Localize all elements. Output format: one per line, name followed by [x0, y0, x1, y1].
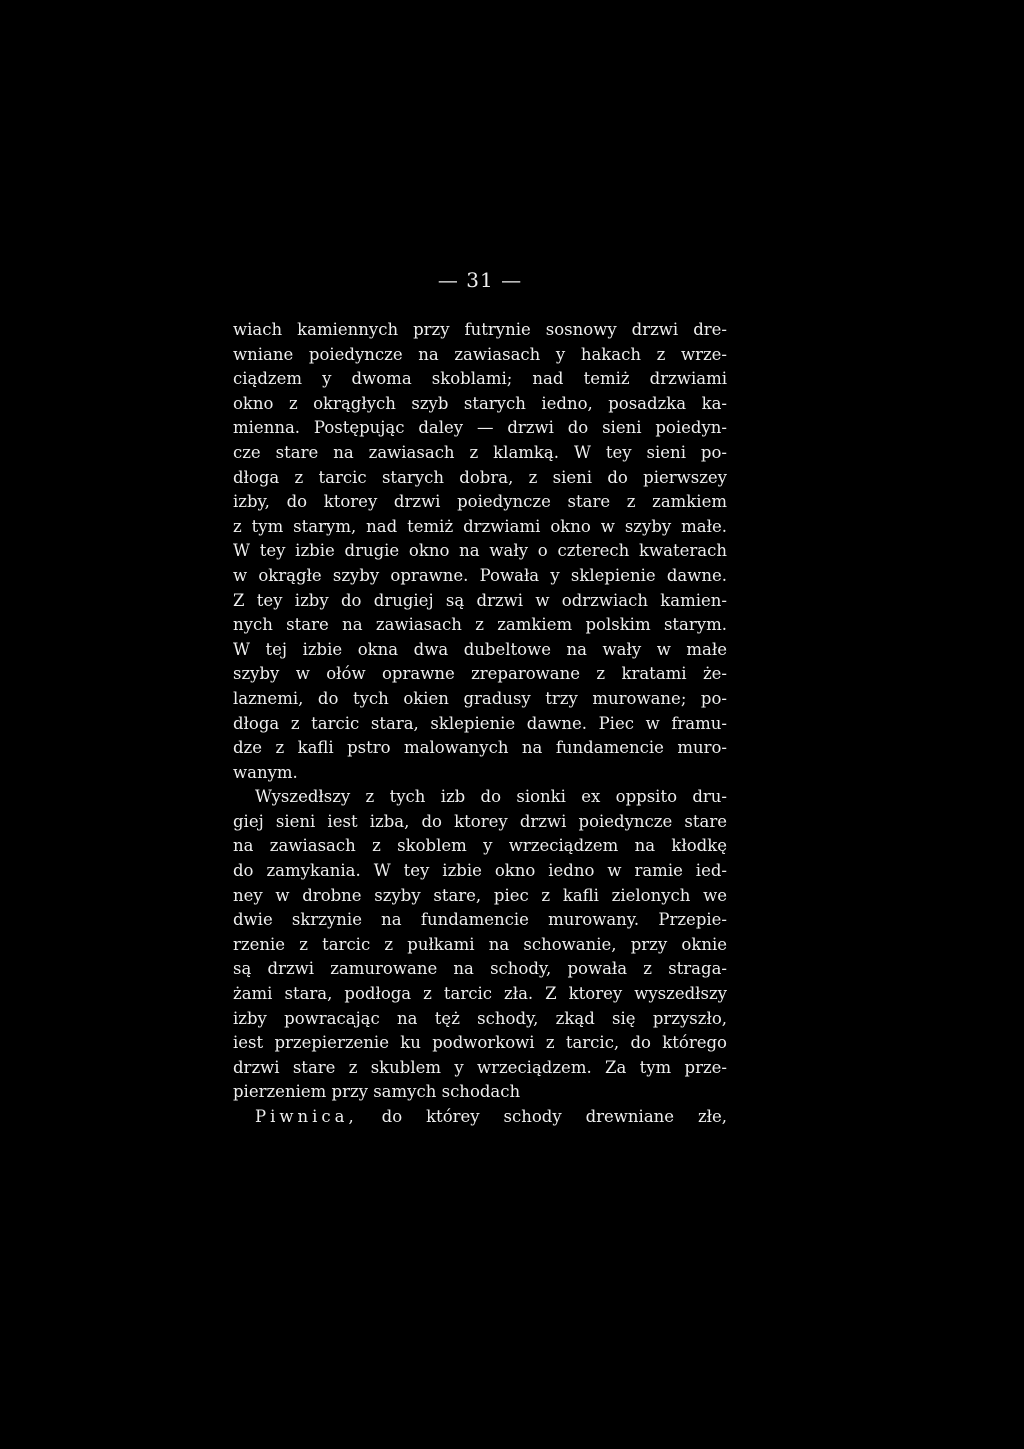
text-line-final — [233, 1105, 727, 1130]
text-line: izby powracając na tęż schody, zkąd się przyszło, — [233, 1008, 727, 1028]
text-line: żami stara, podłoga z tarcic zła. Z ktorey wyszedłszy — [233, 984, 727, 1004]
text-line: pierzeniem przy samych schodach — [233, 1082, 521, 1102]
text-line: ciądzem y dwoma skoblami; nad temiż drzwiami — [233, 369, 727, 389]
text-line: cze stare na zawiasach z klamką. W tey sieni po- — [233, 442, 727, 462]
text-line: są drzwi zamurowane na schody, powała z straga- — [233, 959, 727, 979]
text-line: rzenie z tarcic z pułkami na schowanie, przy oknie — [233, 934, 727, 954]
text-line: dwie skrzynie na fundamencie murowany. Przepie- — [233, 910, 727, 930]
text-line: drzwi stare z skublem y wrzeciądzem. Za tym prze- — [233, 1057, 727, 1077]
spaced-word: Piwnica, — [255, 1107, 358, 1126]
body-text — [233, 318, 727, 1130]
text-line: do zamykania. W tey izbie okno iedno w ramie ied- — [233, 861, 727, 881]
text-line: giej sieni iest izba, do ktorey drzwi poiedyncze stare — [233, 811, 727, 831]
text-line-rest: do którey schody drewniane złe, — [381, 1107, 728, 1126]
text-line: w okrągłe szyby oprawne. Powała y sklepienie dawne. — [233, 565, 727, 585]
text-line: okno z okrągłych szyb starych iedno, posadzka ka- — [233, 393, 727, 413]
text-line: wniane poiedyncze na zawiasach y hakach z wrze- — [233, 344, 727, 364]
text-line: W tey izbie drugie okno na wały o czterech kwaterach — [233, 541, 727, 561]
text-line: wanym. — [233, 762, 298, 782]
text-line: izby, do ktorey drzwi poiedyncze stare z zamkiem — [233, 492, 727, 512]
text-line: Wyszedłszy z tych izb do sionki ex oppsito dru- — [255, 787, 727, 807]
text-line: W tej izbie okna dwa dubeltowe na wały w małe — [233, 639, 727, 659]
text-line: z tym starym, nad temiż drzwiami okno w szyby małe. — [233, 516, 727, 536]
text-line: szyby w ołów oprawne zreparowane z kratami że- — [233, 664, 727, 684]
text-line: wiach kamiennych przy futrynie sosnowy drzwi dre- — [233, 320, 727, 339]
text-line: nych stare na zawiasach z zamkiem polskim starym. — [233, 615, 727, 635]
text-line: ney w drobne szyby stare, piec z kafli zielonych we — [233, 885, 727, 905]
page-number: — 31 — — [437, 268, 523, 292]
text-line: mienna. Postępując daley — drzwi do sieni poiedyn- — [233, 418, 727, 438]
text-line: dłoga z tarcic starych dobra, z sieni do pierwszey — [233, 467, 727, 487]
text-line: laznemi, do tych okien gradusy trzy murowane; po- — [233, 688, 727, 708]
text-line: na zawiasach z skoblem y wrzeciądzem na kłodkę — [233, 836, 727, 856]
text-line: dłoga z tarcic stara, sklepienie dawne. Piec w framu- — [233, 713, 727, 733]
text-line: Z tey izby do drugiej są drzwi w odrzwiach kamien- — [233, 590, 727, 610]
text-line: dze z kafli pstro malowanych na fundamencie muro- — [233, 738, 727, 758]
text-line: iest przepierzenie ku podworkowi z tarcic, do którego — [233, 1033, 727, 1053]
